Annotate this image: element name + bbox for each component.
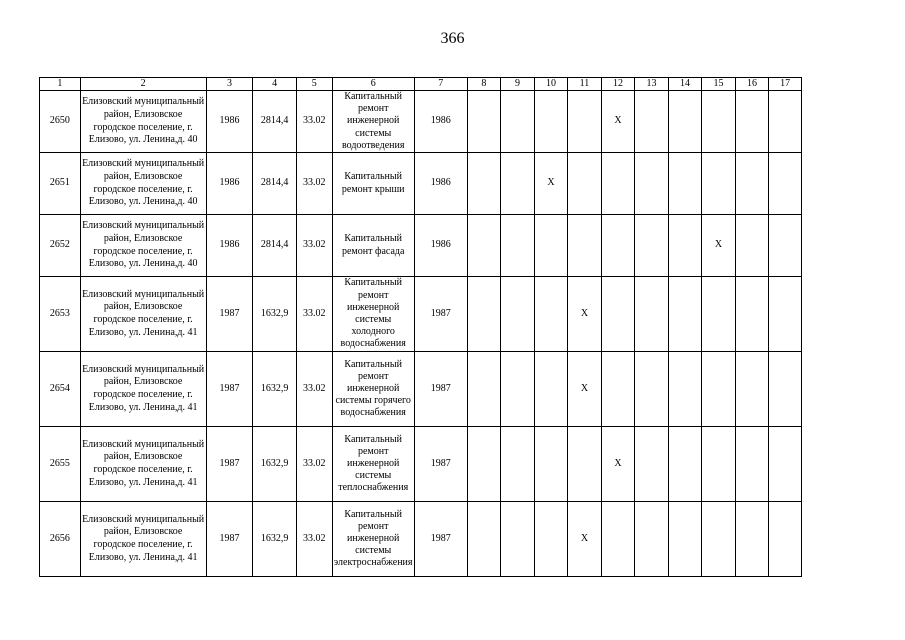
empty-cell — [601, 153, 635, 215]
empty-cell — [601, 352, 635, 427]
row-mark: X — [601, 427, 635, 502]
empty-cell — [601, 277, 635, 352]
row-work-type: Капитальный ремонт инженерной системы горячего водоснабжения — [332, 352, 414, 427]
empty-cell — [668, 153, 702, 215]
table-row — [40, 427, 802, 502]
row-code: 33.02 — [297, 215, 333, 277]
empty-cell — [635, 153, 669, 215]
row-year: 1986 — [206, 91, 253, 153]
empty-cell — [702, 91, 736, 153]
empty-cell — [735, 91, 769, 153]
row-code: 33.02 — [297, 427, 333, 502]
row-number: 2652 — [40, 215, 81, 277]
empty-cell — [568, 153, 602, 215]
empty-cell — [501, 215, 535, 277]
row-work-year: 1987 — [414, 427, 467, 502]
table-body — [40, 91, 802, 577]
empty-cell — [635, 277, 669, 352]
empty-cell — [467, 502, 501, 577]
empty-cell — [668, 215, 702, 277]
empty-cell — [702, 153, 736, 215]
row-mark: X — [568, 502, 602, 577]
row-code: 33.02 — [297, 277, 333, 352]
row-address: Елизовский муниципальный район, Елизовское городское поселение, г. Елизово, ул. Ленина,д. 40 — [80, 91, 206, 153]
row-work-type: Капитальный ремонт инженерной системы электроснабжения — [332, 502, 414, 577]
row-work-type: Капитальный ремонт инженерной системы водоотведения — [332, 91, 414, 153]
row-mark: X — [702, 215, 736, 277]
table-row — [40, 502, 802, 577]
empty-cell — [668, 427, 702, 502]
empty-cell — [534, 277, 568, 352]
row-address: Елизовский муниципальный район, Елизовское городское поселение, г. Елизово, ул. Ленина,д. 41 — [80, 427, 206, 502]
column-number: 2 — [80, 78, 206, 91]
row-area: 1632,9 — [253, 427, 297, 502]
column-number: 16 — [735, 78, 769, 91]
row-mark: X — [568, 277, 602, 352]
row-address: Елизовский муниципальный район, Елизовское городское поселение, г. Елизово, ул. Ленина,д. 41 — [80, 502, 206, 577]
row-work-year: 1986 — [414, 153, 467, 215]
row-work-type: Капитальный ремонт фасада — [332, 215, 414, 277]
row-area: 1632,9 — [253, 502, 297, 577]
empty-cell — [769, 153, 802, 215]
row-year: 1987 — [206, 427, 253, 502]
empty-cell — [534, 215, 568, 277]
row-work-year: 1987 — [414, 277, 467, 352]
empty-cell — [467, 352, 501, 427]
empty-cell — [467, 277, 501, 352]
row-number: 2655 — [40, 427, 81, 502]
row-area: 1632,9 — [253, 277, 297, 352]
column-number-row — [40, 78, 802, 91]
column-number: 5 — [297, 78, 333, 91]
column-number: 17 — [769, 78, 802, 91]
table-row — [40, 352, 802, 427]
row-code: 33.02 — [297, 153, 333, 215]
empty-cell — [601, 502, 635, 577]
empty-cell — [635, 91, 669, 153]
empty-cell — [467, 427, 501, 502]
row-mark: X — [601, 91, 635, 153]
empty-cell — [735, 352, 769, 427]
empty-cell — [735, 427, 769, 502]
empty-cell — [467, 91, 501, 153]
empty-cell — [501, 427, 535, 502]
column-number: 13 — [635, 78, 669, 91]
empty-cell — [501, 352, 535, 427]
empty-cell — [668, 91, 702, 153]
empty-cell — [702, 277, 736, 352]
empty-cell — [635, 352, 669, 427]
empty-cell — [769, 277, 802, 352]
empty-cell — [735, 153, 769, 215]
empty-cell — [769, 502, 802, 577]
empty-cell — [501, 502, 535, 577]
empty-cell — [635, 502, 669, 577]
empty-cell — [702, 502, 736, 577]
empty-cell — [501, 91, 535, 153]
empty-cell — [467, 153, 501, 215]
empty-cell — [534, 91, 568, 153]
row-number: 2653 — [40, 277, 81, 352]
row-address: Елизовский муниципальный район, Елизовское городское поселение, г. Елизово, ул. Ленина,д. 40 — [80, 215, 206, 277]
row-work-year: 1986 — [414, 215, 467, 277]
column-number: 10 — [534, 78, 568, 91]
row-year: 1987 — [206, 502, 253, 577]
empty-cell — [769, 352, 802, 427]
column-number: 11 — [568, 78, 602, 91]
empty-cell — [769, 91, 802, 153]
column-number: 3 — [206, 78, 253, 91]
empty-cell — [769, 427, 802, 502]
row-address: Елизовский муниципальный район, Елизовское городское поселение, г. Елизово, ул. Ленина,д. 41 — [80, 352, 206, 427]
row-work-type: Капитальный ремонт инженерной системы теплоснабжения — [332, 427, 414, 502]
row-year: 1987 — [206, 277, 253, 352]
empty-cell — [568, 427, 602, 502]
row-work-year: 1987 — [414, 502, 467, 577]
column-number: 4 — [253, 78, 297, 91]
column-number: 9 — [501, 78, 535, 91]
row-address: Елизовский муниципальный район, Елизовское городское поселение, г. Елизово, ул. Ленина,д. 40 — [80, 153, 206, 215]
empty-cell — [534, 502, 568, 577]
empty-cell — [702, 427, 736, 502]
empty-cell — [501, 153, 535, 215]
empty-cell — [534, 427, 568, 502]
row-area: 2814,4 — [253, 91, 297, 153]
column-number: 1 — [40, 78, 81, 91]
row-area: 1632,9 — [253, 352, 297, 427]
empty-cell — [769, 215, 802, 277]
column-number: 12 — [601, 78, 635, 91]
row-code: 33.02 — [297, 352, 333, 427]
column-number: 15 — [702, 78, 736, 91]
row-area: 2814,4 — [253, 153, 297, 215]
empty-cell — [467, 215, 501, 277]
row-work-year: 1987 — [414, 352, 467, 427]
row-area: 2814,4 — [253, 215, 297, 277]
row-code: 33.02 — [297, 502, 333, 577]
empty-cell — [735, 502, 769, 577]
row-mark: X — [568, 352, 602, 427]
row-number: 2651 — [40, 153, 81, 215]
table-row — [40, 215, 802, 277]
column-number: 7 — [414, 78, 467, 91]
column-number: 14 — [668, 78, 702, 91]
empty-cell — [601, 215, 635, 277]
row-year: 1986 — [206, 153, 253, 215]
empty-cell — [534, 352, 568, 427]
row-address: Елизовский муниципальный район, Елизовское городское поселение, г. Елизово, ул. Ленина,д. 41 — [80, 277, 206, 352]
row-code: 33.02 — [297, 91, 333, 153]
empty-cell — [501, 277, 535, 352]
row-work-type: Капитальный ремонт инженерной системы холодного водоснабжения — [332, 277, 414, 352]
table-row — [40, 153, 802, 215]
empty-cell — [735, 277, 769, 352]
empty-cell — [635, 427, 669, 502]
row-work-type: Капитальный ремонт крыши — [332, 153, 414, 215]
page-number: 366 — [440, 30, 465, 47]
empty-cell — [635, 215, 669, 277]
row-number: 2656 — [40, 502, 81, 577]
empty-cell — [568, 91, 602, 153]
row-year: 1986 — [206, 215, 253, 277]
column-number: 6 — [332, 78, 414, 91]
empty-cell — [735, 215, 769, 277]
empty-cell — [568, 215, 602, 277]
register-table — [39, 77, 802, 577]
row-number: 2654 — [40, 352, 81, 427]
column-number: 8 — [467, 78, 501, 91]
empty-cell — [668, 277, 702, 352]
row-year: 1987 — [206, 352, 253, 427]
table-row — [40, 277, 802, 352]
empty-cell — [668, 502, 702, 577]
empty-cell — [668, 352, 702, 427]
empty-cell — [702, 352, 736, 427]
row-work-year: 1986 — [414, 91, 467, 153]
table-row — [40, 91, 802, 153]
row-number: 2650 — [40, 91, 81, 153]
row-mark: X — [534, 153, 568, 215]
